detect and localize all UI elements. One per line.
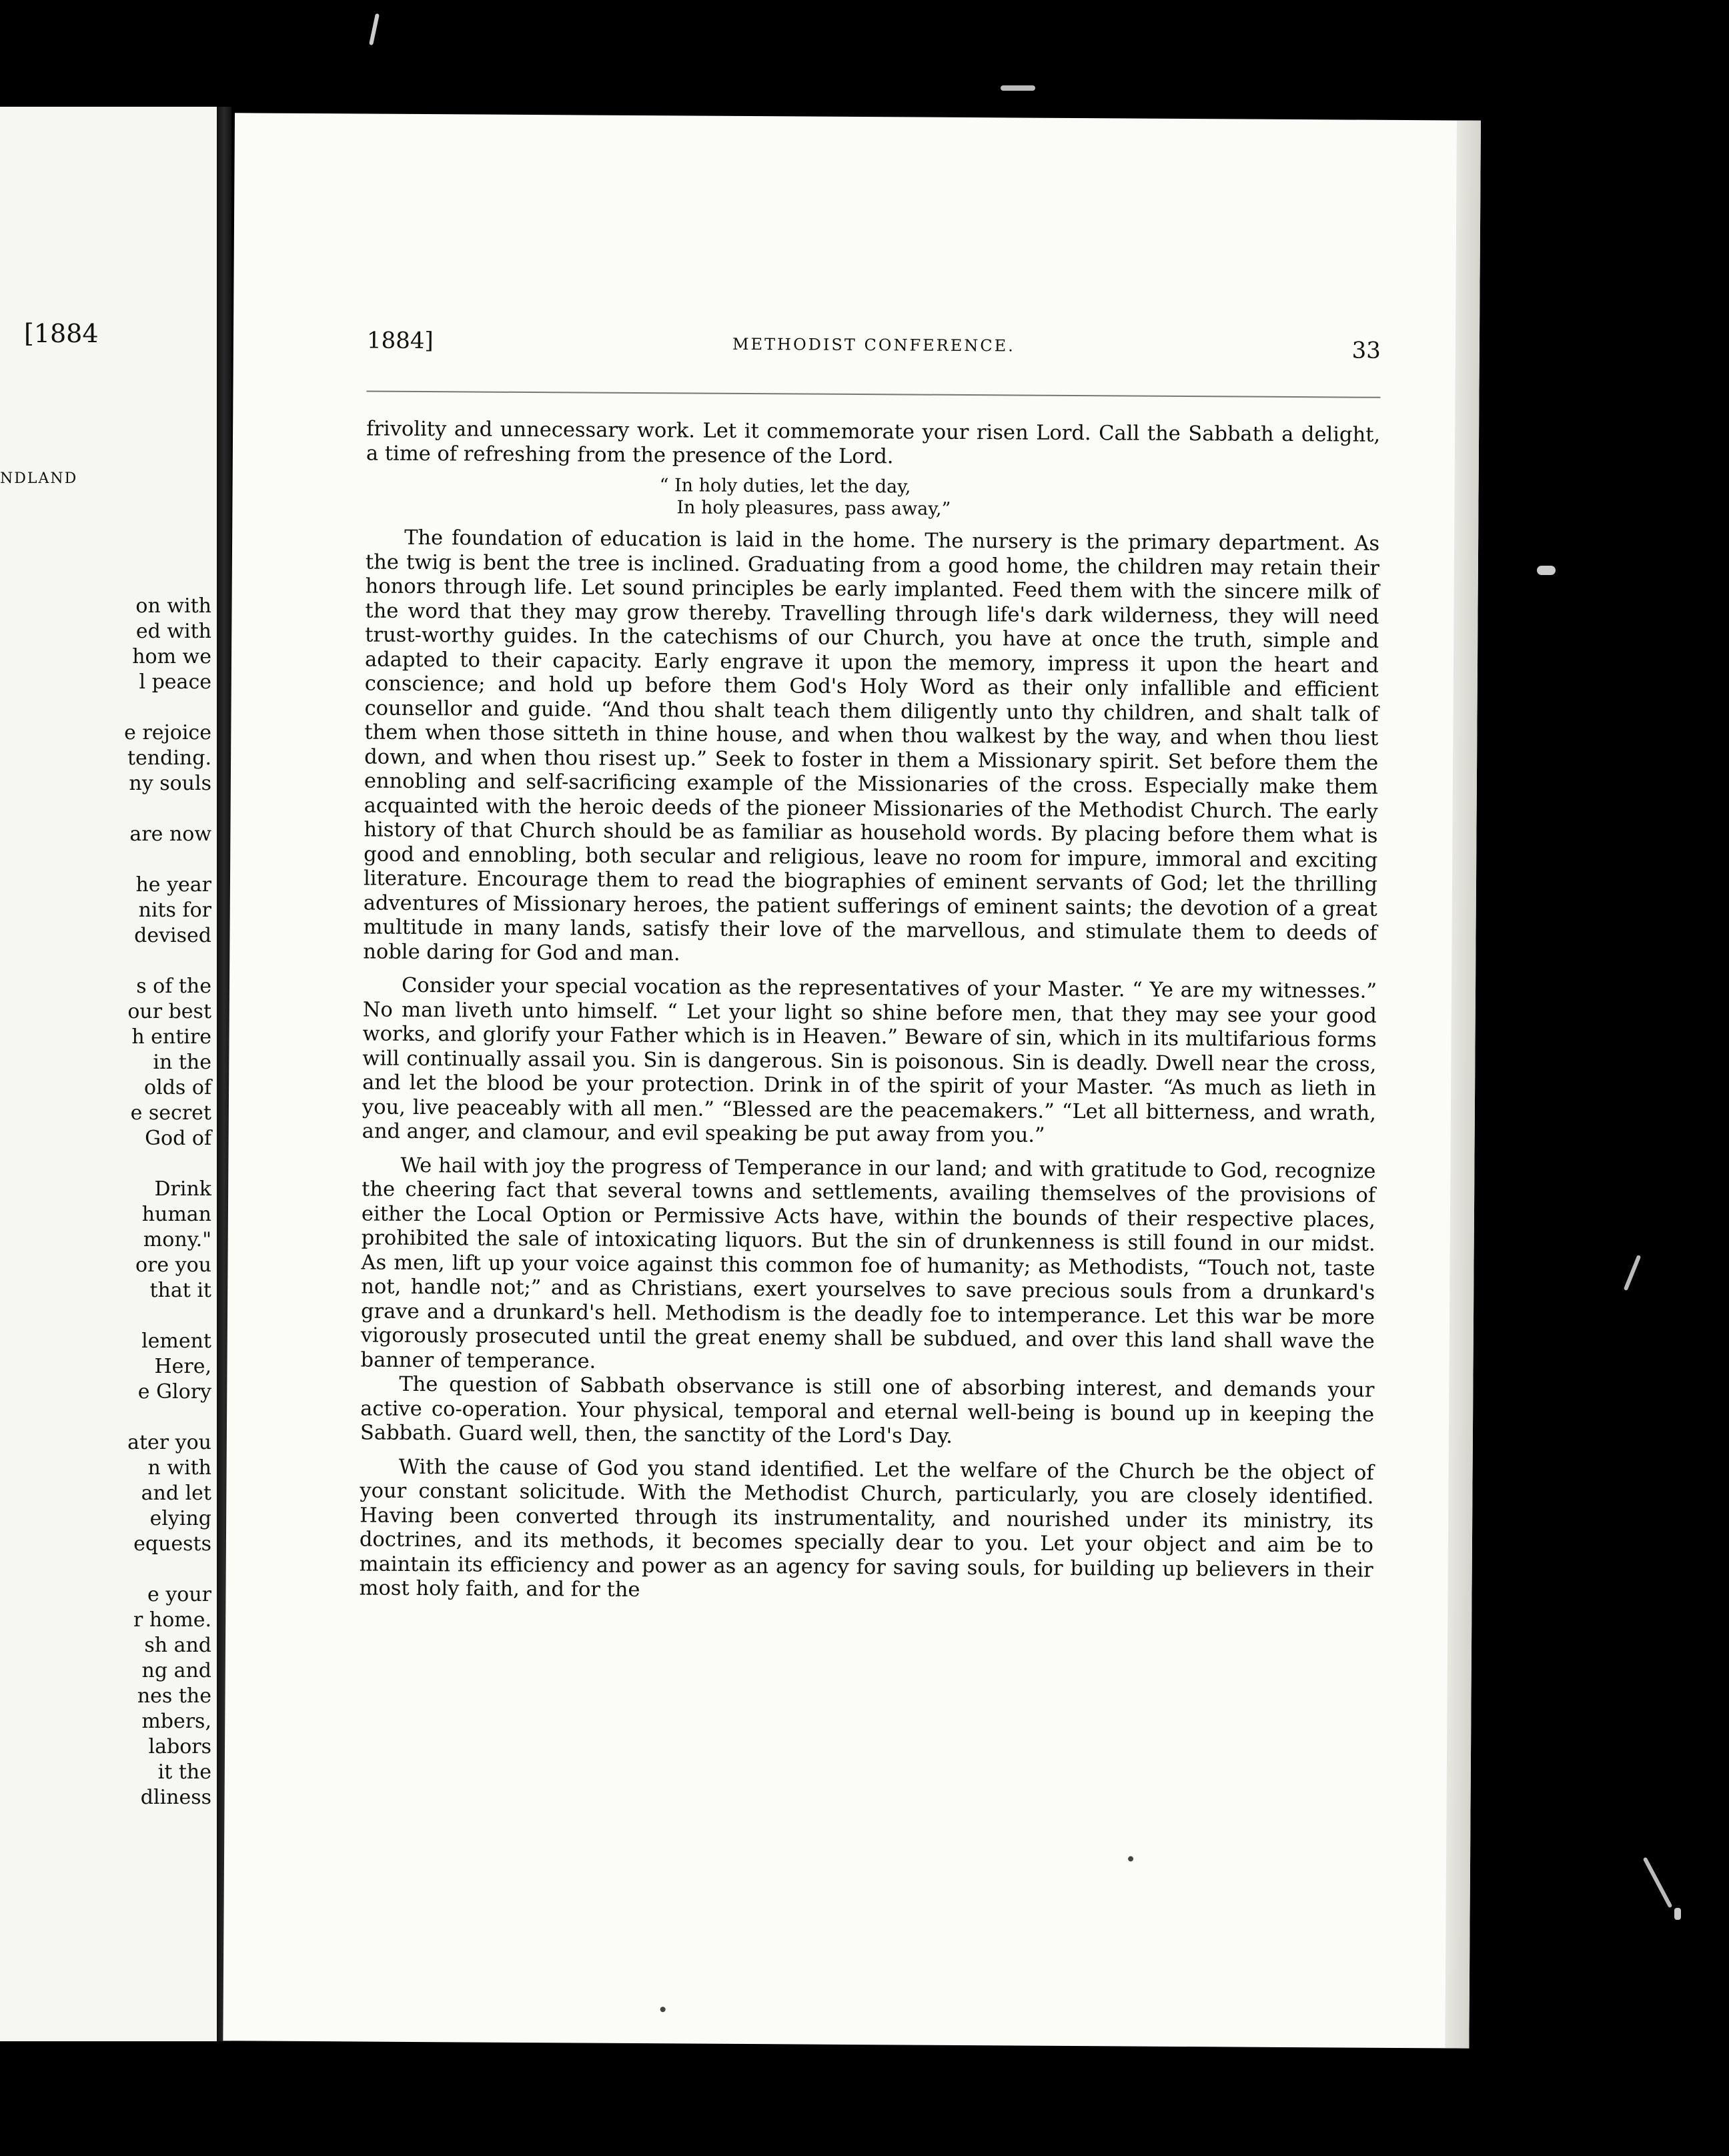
left-page-line: ng and <box>141 1659 211 1682</box>
left-page-line: ater you <box>127 1431 211 1454</box>
left-page-fragment <box>0 107 217 2041</box>
left-page-line: s of the <box>136 975 211 998</box>
header-year: 1884] <box>366 327 434 355</box>
left-page-line: Drink <box>154 1177 211 1201</box>
left-page-line: he year <box>135 873 211 897</box>
header-rule <box>366 391 1380 398</box>
running-title: METHODIST CONFERENCE. <box>732 334 1015 356</box>
left-page-line: are now <box>129 823 211 846</box>
verse-quote <box>659 474 1379 523</box>
left-page-line: elying <box>149 1507 211 1530</box>
left-page-line: h entire <box>131 1025 211 1049</box>
left-page-line: e your <box>147 1583 211 1606</box>
line-gap <box>11 1405 211 1430</box>
scan-speck <box>660 2007 666 2012</box>
left-page-line: dliness <box>140 1786 211 1809</box>
left-page-line: mbers, <box>141 1710 211 1733</box>
page-number: 33 <box>1351 337 1381 364</box>
verse-line: In holy pleasures, pass away,” <box>676 497 951 520</box>
left-page-line: olds of <box>144 1076 211 1099</box>
left-page-line: our best <box>127 1000 211 1023</box>
left-page-line: labors <box>148 1735 211 1758</box>
left-page-line: God of <box>145 1127 211 1150</box>
line-gap <box>11 1151 211 1177</box>
left-page-line: tending. <box>127 746 211 770</box>
line-gap <box>11 1557 211 1582</box>
left-page-year: [1884 <box>24 319 99 348</box>
verse-line: “ In holy duties, let the day, <box>659 475 911 498</box>
left-page-line: l peace <box>139 670 211 694</box>
page-header <box>367 328 1381 374</box>
left-page-line: lement <box>141 1329 211 1353</box>
left-page-line: equests <box>133 1532 211 1556</box>
opening-paragraph: frivolity and unnecessary work. Let it commemorate your risen Lord. Call the Sabbath a delight, a time of refreshing from the presence of the Lord. <box>366 417 1381 468</box>
paragraph-church: With the cause of God you stand identified. Let the welfare of the Church be the object of your constant solicitude. With the Methodist Church, particularly, you are closely identified. Having been converted through its instrumentality, and nourished under its ministry, its doctrines, and its methods, it becomes specially dear to you. Let your object and aim be to maintain its efficiency and power as an agency for saving souls, for building up believers in their most holy faith, and for the <box>359 1455 1374 1602</box>
line-gap <box>11 695 211 720</box>
scan-speck <box>369 13 380 45</box>
left-page-line: in the <box>153 1051 211 1074</box>
left-page-line: Here, <box>154 1355 211 1378</box>
left-page-line: nes the <box>137 1684 211 1708</box>
left-page-line: on with <box>135 594 211 618</box>
left-page-line: mony." <box>143 1228 211 1251</box>
left-page-line: hom we <box>132 645 211 668</box>
scan-speck <box>1674 1908 1681 1920</box>
scan-speck <box>1643 1857 1673 1909</box>
left-page-line: it the <box>157 1760 211 1784</box>
left-page-line: sh and <box>144 1634 211 1657</box>
page-body <box>359 418 1380 1608</box>
paragraph-education: The foundation of education is laid in the home. The nursery is the primary department. As the twig is bent the tree is inclined. Graduating from a good home, the children may retain their honors through life. Let sound principles be early implanted. Feed them with the sincere milk of the word that they may grow thereby. Travelling through life's dark wilderness, they will need trust-worthy guides. In the catechisms of our Church, you have at once the truth, simple and adapted to their capacity. Early engrave it upon the memory, impress it upon the heart and conscience; and hold up before them God's Holy Word as their only infallible and efficient counsellor and guide. “And thou shalt teach them diligently unto thy children, and shalt talk of them when those sitteth in thine house, and when thou walkest by the way, and when thou liest down, and when thou risest up.” Seek to foster in them a Missionary spirit. Set before them the ennobling and self-sacrificing example of the Missionaries of the cross. Especially make them acquainted with the heroic deeds of the pioneer Missionaries of the Methodist Church. The early history of that Church should be as familiar as household words. By placing before them what is good and ennobling, both secular and religious, leave no room for impure, immoral and exciting literature. Encourage them to read the biographies of eminent servants of God; let the thrilling adventures of Missionary heroes, the patient sufferings of eminent saints; the devotion of a great multitude in many lands, satisfy their love of the marvellous, and stimulate them to deeds of noble daring for God and man. <box>363 526 1380 965</box>
left-page-line: that it <box>149 1279 211 1302</box>
paragraph-sabbath: The question of Sabbath observance is still one of absorbing interest, and demands your active co-operation. Your physical, temporal and eternal well-being is bound up in keeping the Sabbath. Guard well, then, the sanctity of the Lord's Day. <box>360 1372 1375 1448</box>
left-page-line: ny souls <box>129 772 211 795</box>
left-page-line: e rejoice <box>124 721 211 744</box>
paragraph-temperance: We hail with joy the progress of Temperance in our land; and with gratitude to God, recognize the cheering fact that several towns and settlements, availing themselves of the provisions of either the Local Option or Permissive Acts have, within the bounds of their respective places, prohibited the sale of intoxicating liquors. But the sin of drunkenness is still found in our midst. As men, lift up your voice against this common foe of humanity; as Methodists, “Touch not, taste not, handle not;” and as Christians, exert yourselves to save precious souls from a drunkard's grave and a drunkard's hell. Methodism is the deadly foe to intemperance. Let this war be more vigorously prosecuted until the great enemy shall be subdued, and over this land shall wave the banner of temperance. <box>360 1153 1376 1374</box>
left-page-running-head: NDLAND <box>0 470 78 487</box>
paragraph-vocation: Consider your special vocation as the representatives of your Master. “ Ye are my witnesses.” No man liveth unto himself. “ Let your light so shine before men, that they may see your good works, and glorify your Father which is in Heaven.” Beware of sin, which in its multifarious forms will continually assail you. Sin is dangerous. Sin is poisonous. Sin is deadly. Dwell near the cross, and let the blood be your protection. Drink in of the spirit of your Master. “As much as lieth in you, live peaceably with all men.” “Blessed are the peacemakers.” “Let all bitterness, and wrath, and anger, and clamour, and evil speaking be put away from you.” <box>362 973 1377 1147</box>
left-page-line: nits for <box>138 899 211 922</box>
left-page-line: e Glory <box>137 1380 211 1404</box>
left-page-text-column <box>11 594 211 1810</box>
left-page-line: r home. <box>133 1608 211 1632</box>
line-gap <box>11 796 211 822</box>
scan-speck <box>1624 1255 1642 1291</box>
left-page-line: and let <box>141 1482 211 1505</box>
line-gap <box>11 847 211 873</box>
left-page-line: ore you <box>135 1253 211 1277</box>
left-page-line: n with <box>147 1456 211 1480</box>
left-page-line: ed with <box>135 620 211 643</box>
scan-speck <box>1128 1856 1133 1862</box>
page-edge <box>1445 120 1481 2048</box>
line-gap <box>11 949 211 974</box>
line-gap <box>11 1303 211 1329</box>
scan-speck <box>1001 85 1035 91</box>
scan-speck <box>1537 566 1556 575</box>
book-page <box>223 113 1481 2048</box>
left-page-line: e secret <box>130 1101 211 1125</box>
left-page-line: human <box>141 1203 211 1226</box>
left-page-line: devised <box>134 924 211 947</box>
